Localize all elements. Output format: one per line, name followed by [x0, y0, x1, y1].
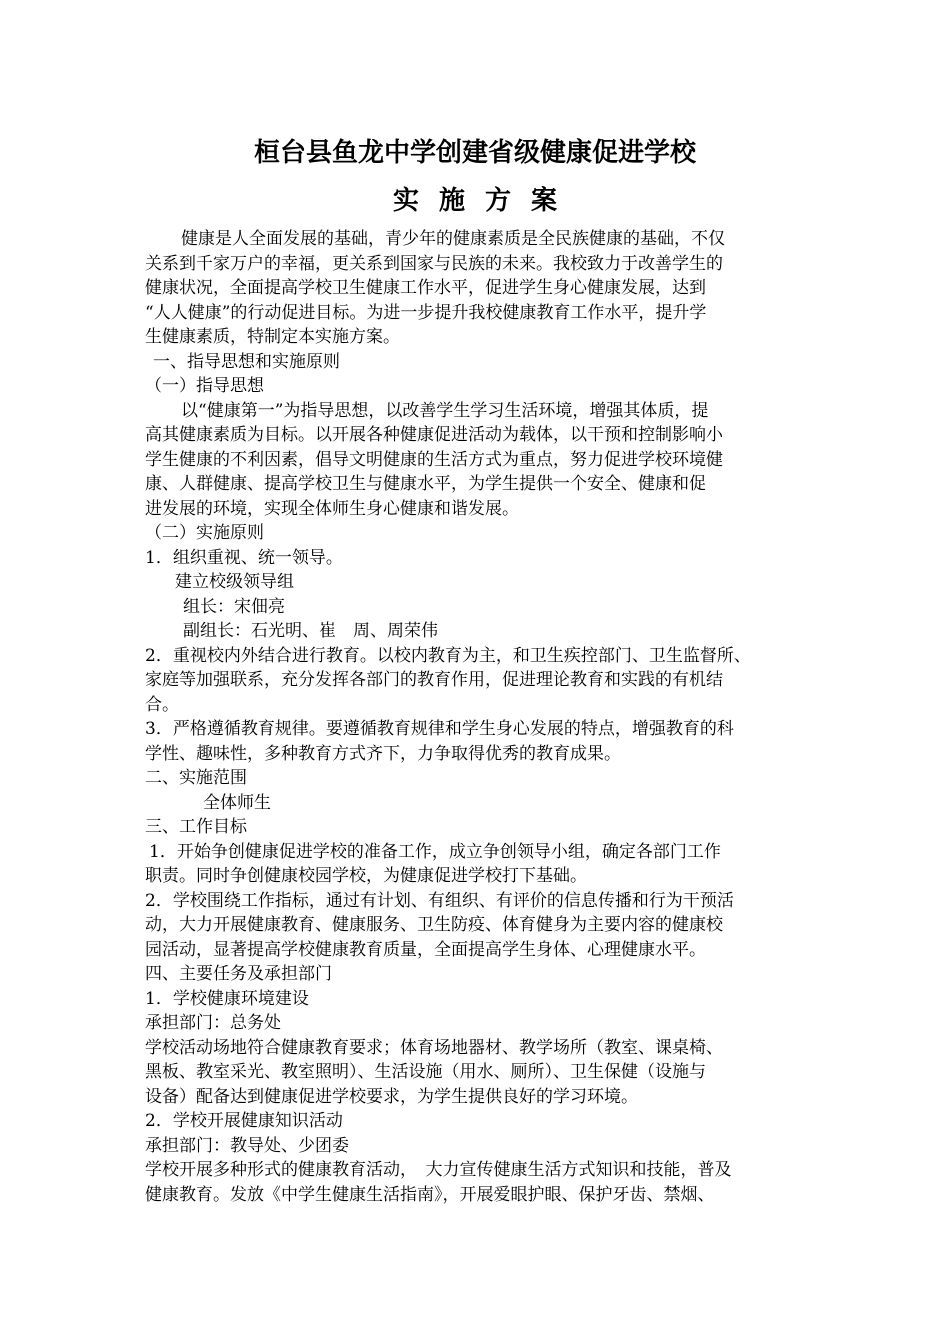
- paragraph-line: 学生健康的不利因素，倡导文明健康的生活方式为重点，努力促进学校环境健: [145, 449, 723, 470]
- paragraph-line: 设备）配备达到健康促进学校要求，为学生提供良好的学习环境。: [145, 1086, 638, 1107]
- paragraph-line: 健康教育。发放《中学生健康生活指南》，开展爱眼护眼、保护牙齿、禁烟、: [145, 1184, 715, 1205]
- paragraph-line: 高其健康素质为目标。以开展各种健康促进活动为载体，以干预和控制影响小: [145, 425, 723, 445]
- paragraph-line: 关系到千家万户的幸福，更关系到国家与民族的未来。我校致力于改善学生的: [145, 253, 723, 274]
- document-subtitle: 实施方案: [392, 186, 577, 216]
- paragraph-line: 以“健康第一”为指导思想，以改善学生学习生活环境，增强其体质，提: [181, 400, 709, 421]
- paragraph-line: 黑板、教室采光、教室照明）、生活设施（用水、厕所）、卫生保健（设施与: [145, 1062, 706, 1082]
- paragraph-line: 组长：宋佃亮: [183, 596, 285, 617]
- document-title: 桓台县鱼龙中学创建省级健康促进学校: [253, 138, 696, 168]
- subsection-heading: （一）指导思想: [145, 376, 264, 396]
- list-item: 2．学校围绕工作指标，通过有计划、有组织、有评价的信息传播和行为干预活: [145, 890, 734, 911]
- paragraph-line: 动，大力开展健康教育、健康服务、卫生防疫、体育健身为主要内容的健康校: [145, 915, 723, 935]
- paragraph-line: 园活动，显著提高学校健康教育质量，全面提高学生身体、心理健康水平。: [145, 939, 706, 960]
- paragraph-line: 健康是人全面发展的基础，青少年的健康素质是全民族健康的基础，不仅: [181, 229, 725, 249]
- document-body: [145, 227, 810, 1207]
- section-heading: 一、指导思想和实施原则: [153, 351, 340, 372]
- paragraph-line: 学性、趣味性，多种教育方式齐下，力争取得优秀的教育成果。: [145, 743, 621, 764]
- paragraph-line: 承担部门：总务处: [145, 1013, 281, 1033]
- paragraph-line: 合。: [145, 694, 179, 715]
- section-heading: 二、实施范围: [145, 768, 247, 788]
- paragraph-line: 承担部门：教导处、少团委: [145, 1135, 349, 1156]
- paragraph-line: 家庭等加强联系，充分发挥各部门的教育作用，促进理论教育和实践的有机结: [145, 670, 723, 690]
- paragraph-line: “人人健康”的行动促进目标。为进一步提升我校健康教育工作水平，提升学: [145, 302, 707, 323]
- section-heading: 四、主要任务及承担部门: [145, 964, 332, 984]
- paragraph-line: 副组长：石光明、崔 周、周荣伟: [183, 621, 438, 641]
- paragraph-line: 学校活动场地符合健康教育要求；体育场地器材、教学场所（教室、课桌椅、: [145, 1037, 723, 1058]
- section-heading: 三、工作目标: [145, 817, 247, 837]
- list-item: 1．组织重视、统一领导。: [145, 547, 343, 568]
- subsection-heading: （二）实施原则: [145, 523, 264, 543]
- paragraph-line: 全体师生: [203, 792, 271, 813]
- paragraph-line: 健康状况，全面提高学校卫生健康工作水平，促进学生身心健康发展，达到: [145, 278, 706, 298]
- paragraph-line: 职责。同时争创健康校园学校，为健康促进学校打下基础。: [145, 866, 587, 886]
- list-item: 2．学校开展健康知识活动: [145, 1111, 343, 1131]
- list-item: 1．学校健康环境建设: [145, 988, 309, 1009]
- paragraph-line: 康、人群健康、提高学校卫生与健康水平，为学生提供一个安全、健康和促: [145, 474, 706, 494]
- list-item: 2．重视校内外结合进行教育。以校内教育为主，和卫生疾控部门、卫生监督所、: [145, 645, 751, 666]
- paragraph-line: 生健康素质，特制定本实施方案。: [145, 327, 400, 347]
- paragraph-line: 建立校级领导组: [175, 572, 294, 592]
- paragraph-line: 进发展的环境，实现全体师生身心健康和谐发展。: [145, 498, 519, 519]
- paragraph-line: 学校开展多种形式的健康教育活动， 大力宣传健康生活方式知识和技能，普及: [145, 1160, 732, 1180]
- list-item: 1．开始争创健康促进学校的准备工作，成立争创领导小组，确定各部门工作: [149, 841, 721, 862]
- list-item: 3．严格遵循教育规律。要遵循教育规律和学生身心发展的特点，增强教育的科: [145, 719, 734, 739]
